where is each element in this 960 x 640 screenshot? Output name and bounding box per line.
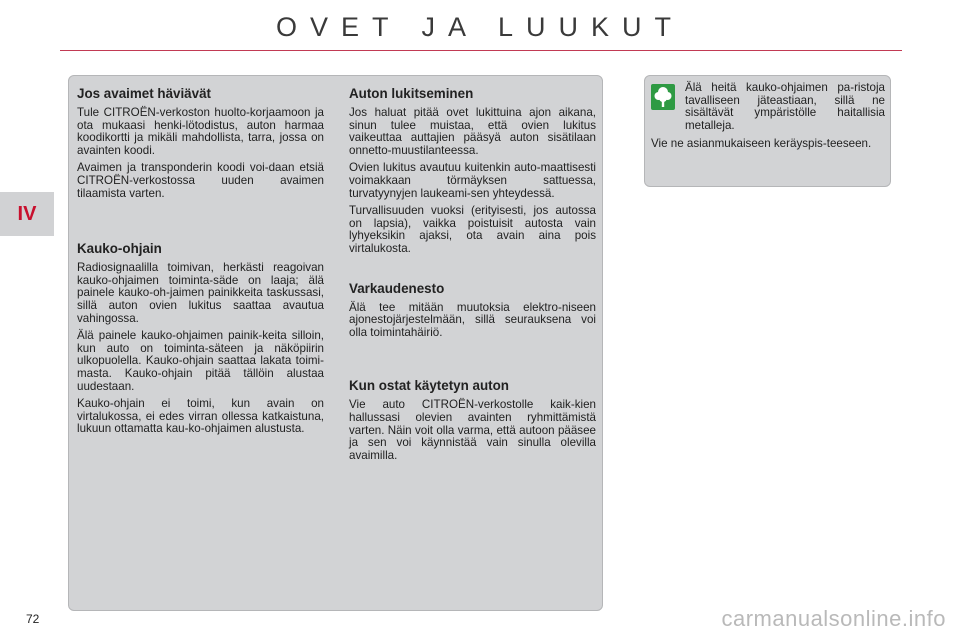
paragraph: Älä painele kauko-ohjaimen painik-keita silloin, kun auto on toiminta-säteen ja näköpiirin ulkopuolella. Kauko-ohjain saattaa lakata toimi-masta. Kauko-ohjain pitää tällöin alustaa uudestaan. [77, 329, 324, 393]
section-title-remote-control: Kauko-ohjain [77, 241, 162, 257]
paragraph: Turvallisuuden vuoksi (erityisesti, jos autossa on lapsia), vaikka poistuisit autosta vain lyhyeksikin ajaksi, ota avain aina pois virtalukosta. [349, 204, 596, 255]
paragraph: Ovien lukitus avautuu kuitenkin auto-maattisesti voimakkaan törmäyksen sattuessa, turvatyynyjen laukeami-sen yhteydessä. [349, 161, 596, 200]
environment-note-text-2: Vie ne asianmukaiseen keräyspis-teeseen. [651, 137, 872, 150]
left-column [77, 80, 324, 441]
tree-icon [651, 84, 675, 110]
main-content-box [68, 75, 603, 611]
section-title-lost-keys: Jos avaimet häviävät [77, 86, 211, 101]
right-column [349, 80, 596, 467]
watermark: carmanualsonline.info [721, 606, 946, 631]
paragraph: Radiosignaalilla toimivan, herkästi reagoivan kauko-ohjaimen toiminta-säde on laaja; älä painele kauko-oh-jaimen painikkeita taskussasi, sillä auton ovien lukitus saattaa avautua vahingossa. [77, 261, 324, 325]
paragraph: Kauko-ohjain ei toimi, kun avain on virtalukossa, ei edes virran ollessa katkaistuna, lukuun ottamatta kau-ko-ohjaimen alustusta. [77, 397, 324, 436]
paragraph: Vie auto CITROËN-verkostolle kaik-kien hallussasi olevien avainten ryhmittämistä varten. Näin voit olla varma, että autoon pääsee ja sen voi käynnistää vain sinulla olevilla avaimilla. [349, 398, 596, 462]
section-title-anti-theft: Varkaudenesto [349, 280, 445, 296]
paragraph: Avaimen ja transponderin koodi voi-daan etsiä CITROËN-verkostossa uuden avaimen tilaamista varten. [77, 161, 324, 200]
environment-note-text: Älä heitä kauko-ohjaimen pa-ristoja tavalliseen jäteastiaan, sillä ne sisältävät ympäristölle haitallisia metalleja. [685, 81, 885, 132]
paragraph: Älä tee mitään muutoksia elektro-niseen ajonestojärjestelmään, sillä seurauksena voi olla toimintahäiriö. [349, 300, 596, 339]
chapter-tab: IV [0, 192, 54, 236]
section-title-locking: Auton lukitseminen [349, 86, 474, 101]
paragraph: Jos haluat pitää ovet lukittuina ajon aikana, sinun tulee muistaa, että ovien lukitus vaikeuttaa auttajien pääsyä auton sisätilaan onnetto-muustilanteessa. [349, 106, 596, 157]
title-divider [60, 50, 902, 51]
page-number: 72 [26, 612, 40, 626]
section-title-used-car: Kun ostat käytetyn auton [349, 378, 509, 394]
page-title: OVET JA LUUKUT [275, 12, 685, 42]
environment-note-box [644, 75, 891, 187]
paragraph: Tule CITROËN-verkoston huolto-korjaamoon ja ota mukaasi henki-lötodistus, auton harmaa koodikortti ja mikäli mahdollista, tarra, jossa on avainten koodi. [77, 106, 324, 157]
